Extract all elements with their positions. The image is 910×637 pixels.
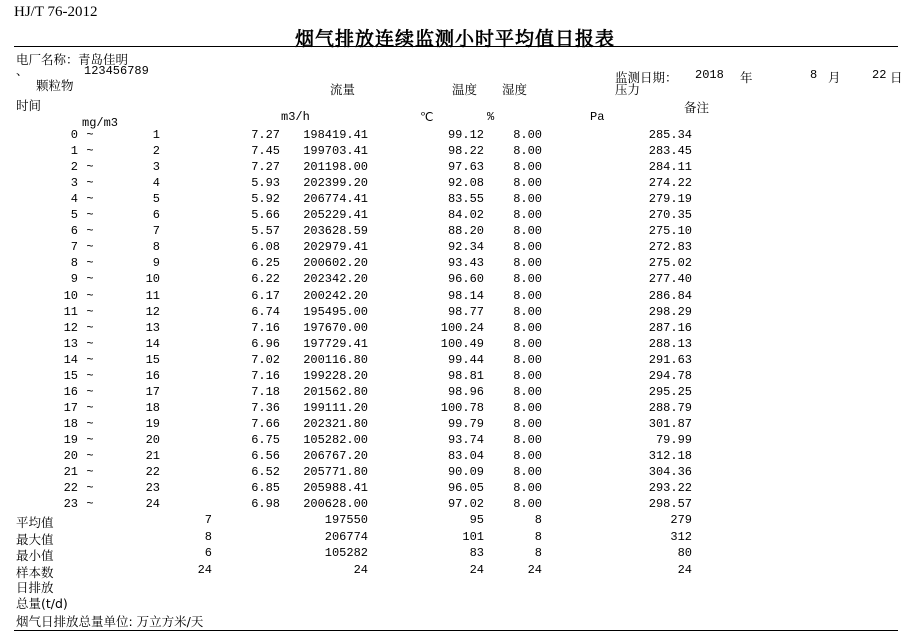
standard-code: HJ/T 76-2012: [14, 4, 98, 20]
cell-flow: 200628.00: [303, 497, 368, 512]
cell-pressure: 287.16: [648, 320, 692, 335]
cell-hour-start: 18: [63, 416, 78, 431]
cell-flow: 197729.41: [303, 336, 368, 351]
cell-particulate: 5.93: [251, 176, 280, 191]
cell-range-tilde: ~: [86, 432, 94, 447]
cell-temperature: 99.79: [447, 416, 484, 431]
cell-hour-end: 18: [145, 400, 160, 415]
cell-pressure: 285.34: [648, 128, 692, 142]
cell-temperature: 97.02: [447, 497, 484, 512]
summary-temperature: 24: [469, 562, 484, 577]
cell-range-tilde: ~: [86, 449, 94, 463]
cell-humidity: 8.00: [513, 432, 542, 447]
cell-humidity: 8.00: [513, 224, 542, 239]
cell-hour-start: 14: [63, 352, 78, 367]
cell-hour-end: 8: [152, 240, 160, 255]
cell-particulate: 6.08: [251, 240, 280, 255]
table-row: [0, 144, 910, 161]
cell-temperature: 98.77: [447, 304, 484, 319]
cell-flow: 206767.20: [303, 449, 368, 463]
summary-pressure: 24: [677, 562, 692, 577]
cell-pressure: 274.22: [648, 176, 692, 191]
cell-hour-start: 22: [63, 481, 78, 496]
cell-humidity: 8.00: [513, 304, 542, 319]
cell-flow: 202321.80: [303, 416, 368, 431]
monitor-date-label: 监测日期：: [615, 70, 678, 85]
cell-flow: 199703.41: [303, 144, 368, 159]
cell-hour-end: 16: [145, 368, 160, 383]
cell-flow: 205229.41: [303, 208, 368, 223]
cell-hour-end: 4: [152, 176, 160, 191]
cell-flow: 199228.20: [303, 368, 368, 383]
cell-flow: 202399.20: [303, 176, 368, 191]
summary-humidity: 24: [527, 562, 542, 577]
cell-hour-end: 6: [152, 208, 160, 223]
summary-row: [0, 513, 910, 530]
cell-hour-end: 24: [145, 497, 160, 512]
monitor-day-unit: 日: [890, 70, 903, 85]
cell-humidity: 8.00: [513, 320, 542, 335]
table-row: [0, 176, 910, 193]
unit-pressure: Pa: [590, 110, 605, 124]
cell-particulate: 7.27: [251, 160, 280, 175]
summary-pressure: 80: [677, 546, 692, 560]
table-row: [0, 465, 910, 482]
cell-temperature: 90.09: [447, 465, 484, 480]
daily-emission-label-line2: 总量(t/d): [16, 596, 68, 611]
cell-flow: 202979.41: [303, 240, 368, 255]
cell-hour-end: 14: [145, 336, 160, 351]
summary-particulate: 8: [204, 529, 212, 544]
cell-hour-end: 1: [152, 128, 160, 142]
cell-hour-start: 9: [70, 272, 78, 287]
cell-humidity: 8.00: [513, 160, 542, 175]
table-row: [0, 224, 910, 241]
cell-humidity: 8.00: [513, 288, 542, 303]
cell-hour-start: 7: [70, 240, 78, 255]
table-row: [0, 417, 910, 434]
cell-hour-start: 8: [70, 256, 78, 271]
cell-particulate: 7.66: [251, 416, 280, 431]
cell-humidity: 8.00: [513, 465, 542, 480]
table-row: [0, 481, 910, 498]
cell-particulate: 6.52: [251, 465, 280, 480]
cell-range-tilde: ~: [86, 336, 94, 351]
cell-particulate: 7.16: [251, 368, 280, 383]
summary-temperature: 101: [462, 529, 484, 544]
plant-name-value: 青岛佳明: [78, 52, 129, 67]
cell-humidity: 8.00: [513, 449, 542, 463]
cell-humidity: 8.00: [513, 208, 542, 223]
cell-pressure: 277.40: [648, 272, 692, 287]
cell-range-tilde: ~: [86, 416, 94, 431]
cell-flow: 195495.00: [303, 304, 368, 319]
cell-pressure: 304.36: [648, 465, 692, 480]
table-row: [0, 353, 910, 370]
cell-hour-end: 5: [152, 192, 160, 207]
cell-temperature: 97.63: [447, 160, 484, 175]
table-row: [0, 192, 910, 209]
cell-pressure: 275.10: [648, 224, 692, 239]
cell-flow: 200602.20: [303, 256, 368, 271]
cell-temperature: 88.20: [447, 224, 484, 239]
cell-humidity: 8.00: [513, 481, 542, 496]
cell-temperature: 96.05: [447, 481, 484, 496]
cell-hour-start: 13: [63, 336, 78, 351]
table-row: [0, 256, 910, 273]
cell-particulate: 7.27: [251, 128, 280, 142]
cell-temperature: 100.49: [440, 336, 484, 351]
cell-temperature: 84.02: [447, 208, 484, 223]
cell-temperature: 100.78: [440, 400, 484, 415]
summary-temperature: 83: [469, 546, 484, 560]
cell-pressure: 270.35: [648, 208, 692, 223]
cell-temperature: 98.96: [447, 384, 484, 399]
cell-flow: 200242.20: [303, 288, 368, 303]
cell-hour-start: 23: [63, 497, 78, 512]
header-divider: [14, 46, 898, 47]
cell-flow: 105282.00: [303, 432, 368, 447]
plant-code: 123456789: [84, 64, 149, 78]
monitor-year-value: 2018: [695, 68, 724, 82]
table-row: [0, 272, 910, 289]
table-row: [0, 208, 910, 225]
cell-particulate: 7.02: [251, 352, 280, 367]
cell-flow: 201198.00: [303, 160, 368, 175]
cell-temperature: 98.81: [447, 368, 484, 383]
summary-flow: 206774: [324, 529, 368, 544]
cell-pressure: 284.11: [648, 160, 692, 175]
table-row: [0, 449, 910, 466]
cell-hour-end: 2: [152, 144, 160, 159]
cell-hour-end: 22: [145, 465, 160, 480]
cell-range-tilde: ~: [86, 144, 94, 159]
summary-humidity: 8: [534, 546, 542, 560]
cell-pressure: 275.02: [648, 256, 692, 271]
cell-flow: 198419.41: [303, 128, 368, 142]
cell-pressure: 293.22: [648, 481, 692, 496]
cell-range-tilde: ~: [86, 352, 94, 367]
cell-particulate: 6.96: [251, 336, 280, 351]
cell-particulate: 7.45: [251, 144, 280, 159]
cell-pressure: 288.79: [648, 400, 692, 415]
cell-humidity: 8.00: [513, 240, 542, 255]
cell-humidity: 8.00: [513, 384, 542, 399]
cell-temperature: 92.34: [447, 240, 484, 255]
cell-temperature: 99.12: [447, 128, 484, 142]
cell-temperature: 96.60: [447, 272, 484, 287]
cell-hour-start: 11: [63, 304, 78, 319]
cell-hour-end: 19: [145, 416, 160, 431]
summary-row: [0, 530, 910, 547]
cell-particulate: 6.25: [251, 256, 280, 271]
cell-humidity: 8.00: [513, 400, 542, 415]
summary-flow: 197550: [324, 513, 368, 527]
cell-temperature: 98.22: [447, 144, 484, 159]
cell-flow: 205988.41: [303, 481, 368, 496]
cell-pressure: 298.29: [648, 304, 692, 319]
cell-hour-end: 12: [145, 304, 160, 319]
column-header-pressure: 压力: [615, 82, 641, 97]
cell-humidity: 8.00: [513, 256, 542, 271]
table-row: [0, 497, 910, 514]
cell-particulate: 7.16: [251, 320, 280, 335]
cell-hour-start: 16: [63, 384, 78, 399]
cell-pressure: 312.18: [648, 449, 692, 463]
cell-pressure: 301.87: [648, 416, 692, 431]
cell-temperature: 83.55: [447, 192, 484, 207]
table-row: [0, 433, 910, 450]
cell-hour-start: 10: [63, 288, 78, 303]
summary-label: 最小值: [16, 548, 54, 563]
summary-pressure: 279: [670, 513, 692, 527]
cell-range-tilde: ~: [86, 272, 94, 287]
column-header-particulate: 颗粒物: [36, 78, 74, 93]
table-row: [0, 289, 910, 306]
cell-range-tilde: ~: [86, 176, 94, 191]
cell-particulate: 5.66: [251, 208, 280, 223]
cell-humidity: 8.00: [513, 336, 542, 351]
cell-flow: 200116.80: [303, 352, 368, 367]
cell-hour-end: 10: [145, 272, 160, 287]
cell-particulate: 6.75: [251, 432, 280, 447]
cell-humidity: 8.00: [513, 352, 542, 367]
cell-temperature: 92.08: [447, 176, 484, 191]
unit-flow: m3/h: [281, 110, 310, 124]
cell-range-tilde: ~: [86, 192, 94, 207]
cell-range-tilde: ~: [86, 465, 94, 480]
cell-flow: 203628.59: [303, 224, 368, 239]
summary-particulate: 6: [204, 546, 212, 560]
cell-range-tilde: ~: [86, 400, 94, 415]
cell-temperature: 83.04: [447, 449, 484, 463]
cell-hour-start: 12: [63, 320, 78, 335]
cell-range-tilde: ~: [86, 240, 94, 255]
table-row: [0, 240, 910, 257]
unit-humidity: %: [487, 110, 495, 124]
summary-flow: 105282: [324, 546, 368, 560]
summary-pressure: 312: [670, 529, 692, 544]
cell-hour-end: 17: [145, 384, 160, 399]
cell-pressure: 272.83: [648, 240, 692, 255]
cell-hour-end: 7: [152, 224, 160, 239]
cell-pressure: 295.25: [648, 384, 692, 399]
cell-hour-start: 4: [70, 192, 78, 207]
cell-particulate: 5.57: [251, 224, 280, 239]
cell-range-tilde: ~: [86, 256, 94, 271]
cell-humidity: 8.00: [513, 128, 542, 142]
cell-hour-end: 20: [145, 432, 160, 447]
summary-humidity: 8: [534, 529, 542, 544]
monitor-year-unit: 年: [740, 70, 753, 85]
cell-range-tilde: ~: [86, 160, 94, 175]
cell-humidity: 8.00: [513, 144, 542, 159]
unit-particulate: mg/m3: [82, 116, 119, 130]
daily-emission-label-line1: 日排放: [16, 580, 54, 595]
cell-hour-end: 13: [145, 320, 160, 335]
column-header-time: 时间: [16, 98, 42, 113]
cell-humidity: 8.00: [513, 416, 542, 431]
cell-pressure: 79.99: [655, 432, 692, 447]
cell-hour-end: 21: [145, 449, 160, 463]
summary-particulate: 7: [204, 513, 212, 527]
table-row: [0, 337, 910, 354]
cell-pressure: 288.13: [648, 336, 692, 351]
cell-particulate: 6.22: [251, 272, 280, 287]
cell-temperature: 93.43: [447, 256, 484, 271]
cell-particulate: 6.56: [251, 449, 280, 463]
table-row: [0, 160, 910, 177]
cell-range-tilde: ~: [86, 128, 94, 142]
cell-hour-end: 11: [145, 288, 160, 303]
cell-hour-start: 3: [70, 176, 78, 191]
cell-range-tilde: ~: [86, 481, 94, 496]
cell-hour-start: 19: [63, 432, 78, 447]
cell-range-tilde: ~: [86, 208, 94, 223]
monitor-month-value: 8: [810, 68, 818, 82]
cell-particulate: 6.98: [251, 497, 280, 512]
cell-particulate: 6.17: [251, 288, 280, 303]
footer-divider: [14, 630, 898, 631]
cell-particulate: 7.36: [251, 400, 280, 415]
column-header-humidity: 湿度: [502, 82, 528, 97]
footer-note: 烟气日排放总量单位: 万立方米/天: [16, 614, 204, 629]
cell-pressure: 298.57: [648, 497, 692, 512]
cell-pressure: 283.45: [648, 144, 692, 159]
cell-pressure: 294.78: [648, 368, 692, 383]
cell-flow: 205771.80: [303, 465, 368, 480]
summary-label: 最大值: [16, 531, 54, 547]
cell-hour-end: 15: [145, 352, 160, 367]
cell-range-tilde: ~: [86, 288, 94, 303]
cell-hour-start: 6: [70, 224, 78, 239]
page-title: 烟气排放连续监测小时平均值日报表: [294, 29, 615, 50]
summary-row: [0, 563, 910, 580]
summary-flow: 24: [353, 562, 368, 577]
summary-label: 平均值: [16, 515, 54, 530]
cell-range-tilde: ~: [86, 224, 94, 239]
cell-humidity: 8.00: [513, 272, 542, 287]
cell-humidity: 8.00: [513, 176, 542, 191]
cell-hour-start: 17: [63, 400, 78, 415]
monitor-day-value: 22: [872, 68, 887, 82]
table-row: [0, 305, 910, 322]
cell-temperature: 98.14: [447, 288, 484, 303]
cell-hour-start: 15: [63, 368, 78, 383]
cell-hour-end: 3: [152, 160, 160, 175]
unit-temperature: ℃: [420, 111, 434, 125]
table-row: [0, 369, 910, 386]
cell-humidity: 8.00: [513, 497, 542, 512]
table-row: [0, 401, 910, 418]
cell-range-tilde: ~: [86, 384, 94, 399]
cell-particulate: 6.85: [251, 481, 280, 496]
cell-range-tilde: ~: [86, 368, 94, 383]
cell-hour-start: 5: [70, 208, 78, 223]
cell-flow: 199111.20: [303, 400, 368, 415]
cell-particulate: 6.74: [251, 304, 280, 319]
cell-hour-start: 1: [70, 144, 78, 159]
cell-hour-end: 23: [145, 481, 160, 496]
summary-humidity: 8: [534, 513, 542, 527]
summary-label: 样本数: [16, 564, 54, 580]
cell-hour-end: 9: [152, 256, 160, 271]
table-row: [0, 128, 910, 145]
cell-humidity: 8.00: [513, 368, 542, 383]
cell-temperature: 93.74: [447, 432, 484, 447]
cell-range-tilde: ~: [86, 304, 94, 319]
cell-hour-start: 2: [70, 160, 78, 175]
plant-name-label: 电厂名称：: [16, 52, 79, 67]
column-header-temperature: 温度: [452, 82, 478, 97]
cell-humidity: 8.00: [513, 192, 542, 207]
cell-flow: 197670.00: [303, 320, 368, 335]
cell-temperature: 100.24: [440, 320, 484, 335]
summary-particulate: 24: [197, 562, 212, 577]
summary-temperature: 95: [469, 513, 484, 527]
cell-temperature: 99.44: [447, 352, 484, 367]
cell-particulate: 5.92: [251, 192, 280, 207]
cell-pressure: 286.84: [648, 288, 692, 303]
cell-hour-start: 20: [63, 449, 78, 463]
cell-flow: 206774.41: [303, 192, 368, 207]
column-header-remark: 备注: [684, 100, 710, 115]
table-row: [0, 385, 910, 402]
cell-range-tilde: ~: [86, 497, 94, 512]
cell-hour-start: 21: [63, 465, 78, 480]
cell-flow: 201562.80: [303, 384, 368, 399]
summary-row: [0, 546, 910, 563]
plant-tick-mark: 、: [16, 64, 29, 78]
cell-range-tilde: ~: [86, 320, 94, 335]
table-row: [0, 321, 910, 338]
cell-pressure: 291.63: [648, 352, 692, 367]
monitor-month-unit: 月: [828, 70, 841, 85]
cell-hour-start: 0: [70, 128, 78, 142]
column-header-flow: 流量: [330, 82, 356, 97]
cell-particulate: 7.18: [251, 384, 280, 399]
cell-pressure: 279.19: [648, 192, 692, 207]
cell-flow: 202342.20: [303, 272, 368, 287]
